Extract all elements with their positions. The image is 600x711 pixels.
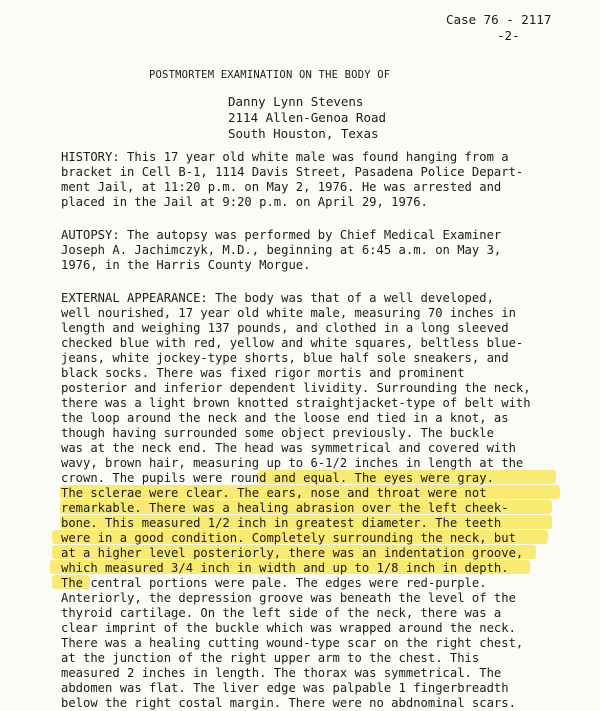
body-line: black socks. There was fixed rigor mortis and prominent bbox=[61, 366, 465, 380]
body-line: EXTERNAL APPEARANCE: The body was that of a well developed, bbox=[61, 291, 494, 305]
body-line: jeans, white jockey-type shorts, blue half sole sneakers, and bbox=[61, 351, 509, 365]
body-line: were in a good condition. Completely surrounding the neck, but bbox=[61, 531, 516, 545]
body-line: The sclerae were clear. The ears, nose and throat were not bbox=[61, 486, 487, 500]
body-line: 1976, in the Harris County Morgue. bbox=[61, 258, 311, 272]
page-number: -2- bbox=[497, 28, 520, 43]
body-line: HISTORY: This 17 year old white male was found hanging from a bbox=[61, 150, 509, 164]
subject-name: Danny Lynn Stevens bbox=[228, 94, 364, 109]
body-line: ment Jail, at 11:20 p.m. on May 2, 1976. He was arrested and bbox=[61, 180, 502, 194]
body-line: below the right costal margin. There were no abdnominal scars. bbox=[61, 696, 516, 710]
body-line: which measured 3/4 inch in width and up to 1/8 inch in depth. bbox=[61, 561, 509, 575]
subject-city: South Houston, Texas bbox=[228, 126, 379, 141]
body-line: well nourished, 17 year old white male, measuring 70 inches in bbox=[61, 306, 516, 320]
body-line: placed in the Jail at 9:20 p.m. on April 29, 1976. bbox=[61, 195, 428, 209]
body-line: posterior and inferior dependent lividity. Surrounding the neck, bbox=[61, 381, 531, 395]
body-line: measured 2 inches in length. The thorax was symmetrical. The bbox=[61, 666, 502, 680]
body-line: wavy, brown hair, measuring up to 6-1/2 inches in length at the bbox=[61, 456, 524, 470]
body-line: was at the neck end. The head was symmetrical and covered with bbox=[61, 441, 516, 455]
body-line: there was a light brown knotted straightjacket-type of belt with bbox=[61, 396, 531, 410]
body-line: the loop around the neck and the loose end tied in a knot, as bbox=[61, 411, 509, 425]
body-line: There was a healing cutting wound-type scar on the right chest, bbox=[61, 636, 524, 650]
body-line: clear imprint of the buckle which was wrapped around the neck. bbox=[61, 621, 516, 635]
body-line: AUTOPSY: The autopsy was performed by Chief Medical Examiner bbox=[61, 228, 502, 242]
body-line: The central portions were pale. The edges were red-purple. bbox=[61, 576, 487, 590]
body-line: bracket in Cell B-1, 1114 Davis Street, Pasadena Police Depart- bbox=[61, 165, 524, 179]
body-line: at a higher level posteriorly, there was an indentation groove, bbox=[61, 546, 524, 560]
body-line: length and weighing 137 pounds, and clothed in a long sleeved bbox=[61, 321, 509, 335]
body-line: Joseph A. Jachimczyk, M.D., beginning at 6:45 a.m. on May 3, bbox=[61, 243, 502, 257]
body-line: crown. The pupils were round and equal. The eyes were gray. bbox=[61, 471, 494, 485]
body-line: thyroid cartilage. On the left side of the neck, there was a bbox=[61, 606, 502, 620]
body-line: checked blue with red, yellow and white squares, beltless blue- bbox=[61, 336, 524, 350]
body-line: though having surrounded some object previously. The buckle bbox=[61, 426, 494, 440]
body-line: remarkable. There was a healing abrasion over the left cheek- bbox=[61, 501, 509, 515]
body-line: bone. This measured 1/2 inch in greatest diameter. The teeth bbox=[61, 516, 502, 530]
case-number: Case 76 - 2117 bbox=[446, 12, 552, 27]
body-line: at the junction of the right upper arm to the chest. This bbox=[61, 651, 480, 665]
document-title: POSTMORTEM EXAMINATION ON THE BODY OF bbox=[149, 69, 391, 81]
body-line: abdomen was flat. The liver edge was palpable 1 fingerbreadth bbox=[61, 681, 509, 695]
body-line: Anteriorly, the depression groove was beneath the level of the bbox=[61, 591, 516, 605]
subject-street: 2114 Allen-Genoa Road bbox=[228, 110, 387, 125]
